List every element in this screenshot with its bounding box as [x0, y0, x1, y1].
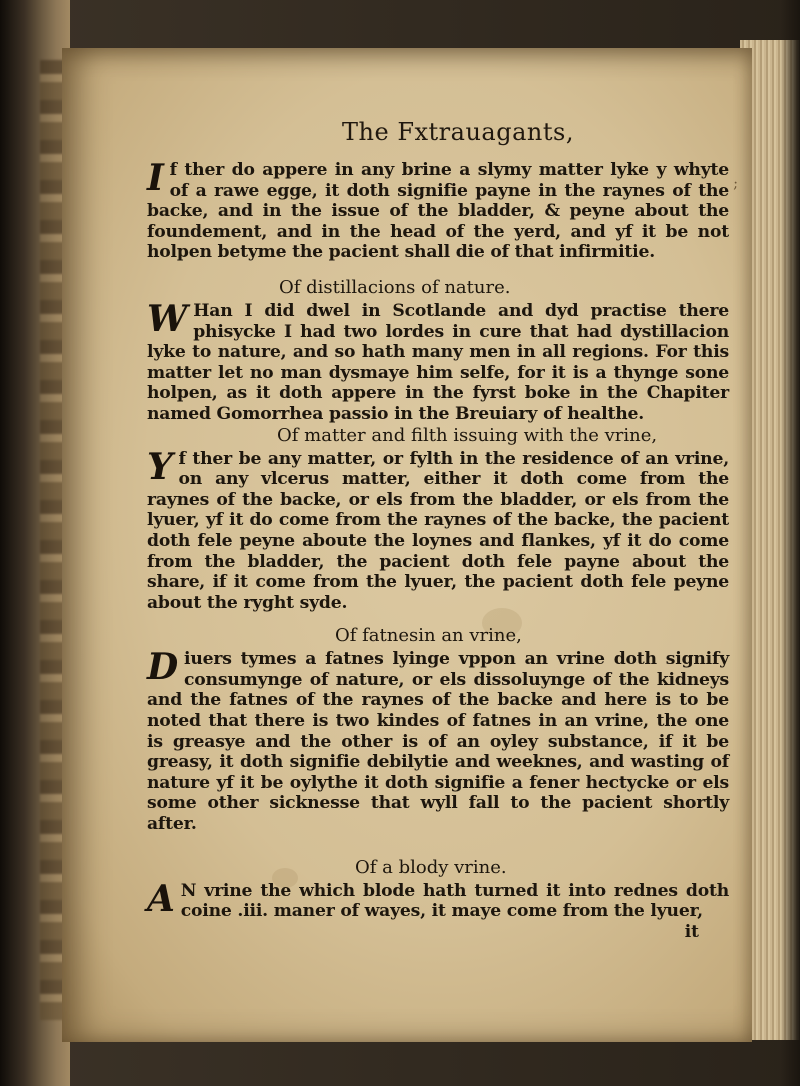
paragraph-text: iuers tymes a fatnes lyinge vppon an vrine doth signify consumynge of nature, or els dissoluynge of the kidneys and the fatnes of the raynes of the backe and here is to be noted that there is two kindes of fatnes in an vrine, the one is greasye and the other is of an oyley substance, if it be greasy, it doth signifie debilytie and weeknes, and wasting of nature yf it be oylythe it doth signifie a fener hectycke or els some other sicknesse that wyll fall to the pacient shortly after.	[147, 649, 729, 835]
initial-letter: A	[147, 877, 175, 920]
section-heading: Of distillacions of nature.	[279, 276, 511, 298]
initial-letter: D	[147, 646, 179, 689]
paragraph	[147, 157, 729, 263]
paragraph-text: Han I did dwel in Scotlande and dyd practise there phisycke I had two lordes in cure that had dystillacion lyke to nature, and so hath many men in all regions. For this matter let no man dysmaye him selfe, for it is a thynge sone holpen, as it doth appere in the fyrst boke in the Chapiter named Gomorrhea passio in the Breuiary of healthe.	[147, 300, 729, 424]
paragraph	[147, 877, 729, 922]
paragraph	[147, 445, 729, 614]
catchword: it	[684, 921, 699, 942]
paragraph-text: f ther be any matter, or fylth in the residence of an vrine, on any vlcerus matter, either it doth come from the raynes of the backe, or els from the bladder, or els from the lyuer, yf it do come from the raynes of the backe, the pacient doth fele peyne aboute the loynes and flankes, yf it do come from the bladder, the pacient doth fele payne about the share, if it come from the lyuer, the pacient doth fele peyne about the ryght syde.	[147, 448, 729, 613]
section-4	[147, 646, 729, 835]
section-1	[147, 157, 729, 263]
section-5	[147, 877, 729, 922]
section-heading: Of a blody vrine.	[355, 856, 507, 878]
margin-mark: ;	[733, 176, 738, 192]
initial-letter: I	[147, 157, 164, 199]
paragraph-text: N vrine the which blode hath turned it into rednes doth coine .iii. maner of wayes, it maye come from the lyuer,	[180, 880, 729, 922]
section-heading: Of matter and filth issuing with the vrine,	[277, 424, 658, 446]
right-shadow	[780, 0, 800, 1086]
initial-letter: Y	[147, 445, 173, 488]
running-head: The Fxtrauagants,	[342, 118, 574, 146]
initial-letter: W	[147, 297, 188, 340]
paragraph	[147, 297, 729, 425]
section-2	[147, 297, 729, 425]
paragraph-text: f ther do appere in any brine a slymy matter lyke y whyte of a rawe egge, it doth signifie payne in the raynes of the backe, and in the issue of the bladder, & peyne about the foundement, and in the head of the yerd, and yf it be not holpen betyme the pacient shall die of that infirmitie.	[147, 160, 729, 263]
book-page	[62, 48, 752, 1042]
page-text	[147, 118, 729, 942]
paragraph	[147, 646, 729, 835]
section-heading: Of fatnesin an vrine,	[335, 625, 522, 647]
section-3	[147, 445, 729, 614]
